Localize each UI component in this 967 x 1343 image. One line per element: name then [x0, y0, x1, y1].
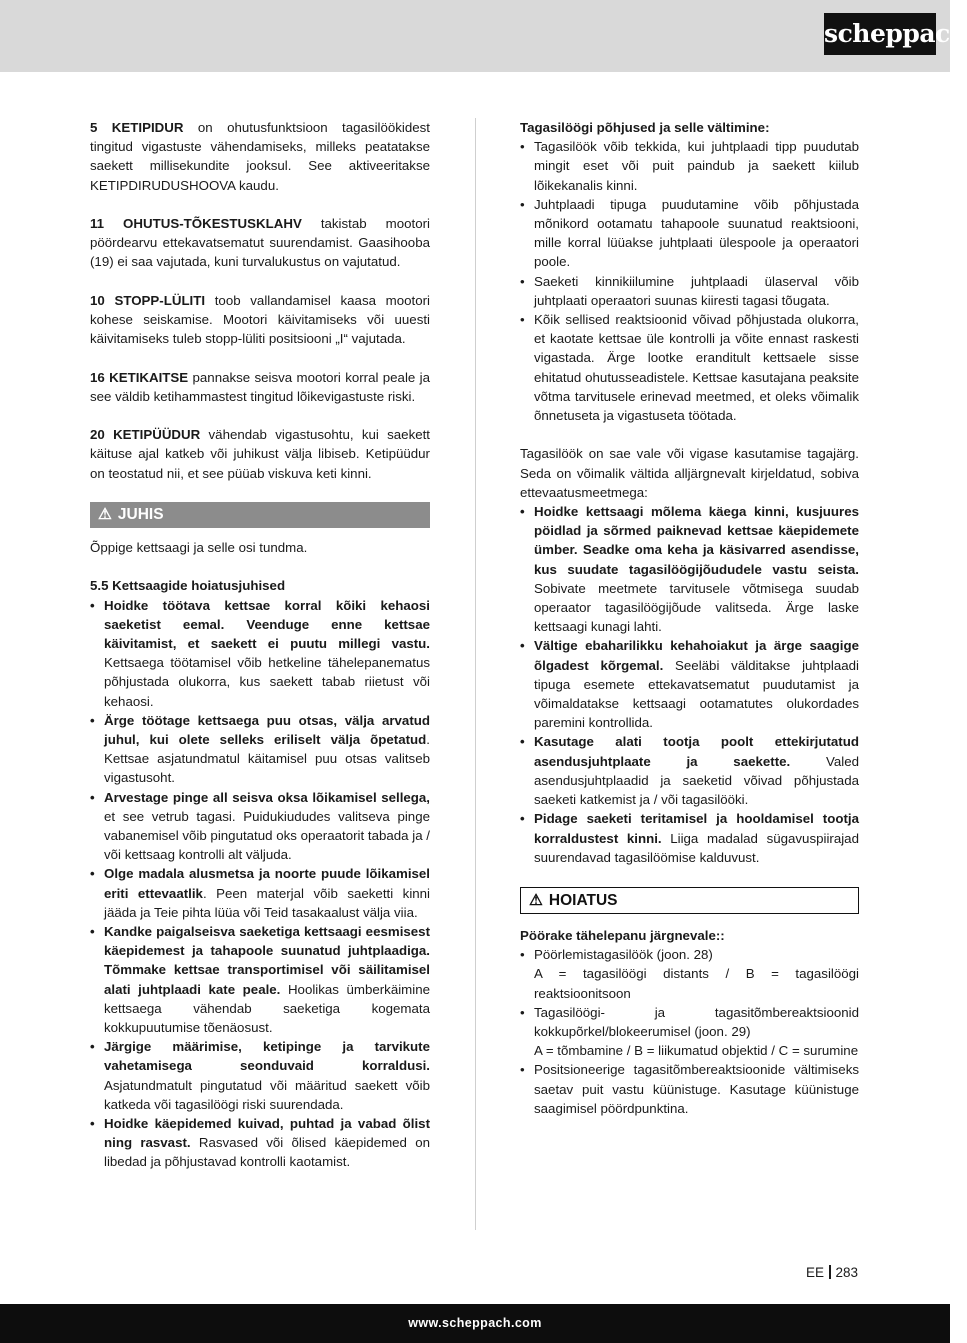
- page-number: EE 283: [806, 1265, 859, 1280]
- list-item: • Positsioneerige tagasitõmbereaktsioonide vältimiseks saetav puit vastu küünistuge. Kasutage küünistuge saagimisel pöördpunktina.: [520, 1060, 859, 1118]
- list-item: • Tagasilöök võib tekkida, kui juhtplaadi tipp puudutab mingit eset või puit paindub ja saekett kiilub lõikekanalis kinni.: [520, 137, 859, 195]
- list-item: • Hoidke töötava kettsae korral kõiki kehaosi saeketist eemal. Veenduge enne kettsae käivitamist, et saekett ei puutu millegi vastu. Kettsaega töötamisel võib hetkeline tähelepanematus põhjustada olukorra, kus saekett tabab riietust või kehaosi.: [90, 596, 430, 711]
- paragraph-chain-brake: 5 KETIPIDUR on ohutusfunktsioon tagasilöökidest tingitud vigastuste vähendamiseks, milleks peatatakse saekett millisekundite jooksul. See aktiveeritakse KETIPDIRUDUSHOOVA kaudu.: [90, 120, 430, 193]
- kickback-causes-title: Tagasilöögi põhjused ja selle vältimine:: [520, 120, 770, 135]
- warning-triangle-icon: ⚠: [529, 891, 543, 909]
- list-item: • Hoidke kettsaagi mõlema käega kinni, kusjuures pöidlad ja sõrmed paiknevad kettsae käepidemete ümber. Seadke oma keha ja käsivarred asendisse, kus suudate tagasilöögijõududele vastu seista. Sobivate meetmete tarvitusele võtmisega suudab operaator tagasilöögijõude valitseda. Ärge laske kettsaagi kunagi lahti.: [520, 502, 859, 636]
- warning-list: [90, 596, 430, 1172]
- header-bar: [0, 0, 967, 72]
- paragraph-safety-lock: 11 OHUTUS-TÕKESTUSKLAHV takistab mootori pöördearvu ettekavatsematut suurendamist. Gaasihooba (19) ei saa vajutada, kuni turvalukustus on vajutatud.: [90, 216, 430, 270]
- attention-list: [520, 945, 859, 1118]
- list-item: • Kõik sellised reaktsioonid võivad põhjustada olukorra, et kaotate kettsae üle kontrolli ja võite ennast raskesti vigastada. Ärge lootke eranditult kettsaele sisse ehitatud ohutusseadistele. Kettsae kasutajana peaksite võtma tarvitusele erinevad meetmed, et oleks võimalik õnnetuseta ja vigastuseta töötada.: [520, 310, 859, 425]
- warning-heading: ⚠ HOIATUS: [520, 887, 859, 914]
- footer-bar: [0, 1304, 950, 1343]
- section-title: 5.5 Kettsaagide hoiatusjuhised: [90, 578, 286, 594]
- list-item: • Tagasilöögi- ja tagasitõmbereaktsioonid kokkupõrkel/blokeerumisel (joon. 29) A = tõmbamine / B = liikumatud objektid / C = surumine: [520, 1003, 859, 1061]
- brand-logo: scheppach: [824, 13, 936, 55]
- paragraph-chain-guard: 16 KETIKAITSE pannakse seisva mootori korral peale ja see väldib ketihammastest tingitud lõikevigastuste riski.: [90, 369, 430, 404]
- column-divider: [475, 118, 476, 1230]
- paragraph-chain-catcher: 20 KETIPÜÜDUR vähendab vigastusohtu, kui saekett käituse ajal katkeb või juhikust välja libiseb. Ketipüüdur on teostatud nii, et see püüab viskuva keti kinni.: [90, 427, 431, 481]
- list-item: • Pöörlemistagasilöök (joon. 28) A = tagasilöögi distants / B = tagasilöögi reaktsioonitsoon: [520, 945, 859, 1003]
- note-heading: ⚠ JUHIS: [90, 502, 430, 528]
- list-item: • Hoidke käepidemed kuivad, puhtad ja vabad õlist ning rasvast. Rasvased või õlised käepidemed on libedad ja põhjustavad kontrolli kaotamist.: [90, 1114, 430, 1172]
- kickback-measures-list: [520, 502, 859, 867]
- list-item: • Kandke paigalseisva saeketiga kettsaagi eesmisest käepidemest ja tahapoole suunatud juhtplaadiga. Tõmmake kettsae transportimisel või säilitamisel alati juhtplaadi kate peale. Hoolikas ümberkäimine kettsaega vähendab saeketiga kogemata kokkupuutumise tõenäosust.: [90, 922, 430, 1037]
- note-text: Õppige kettsaagi ja selle osi tundma.: [90, 539, 308, 555]
- list-item: • Ärge töötage kettsaega puu otsas, välja arvatud juhul, kui olete selleks eriliselt välja õpetatud. Kettsae asjatundmatul käitamisel puu otsas valitseb vigastusoht.: [90, 711, 430, 788]
- warning-triangle-icon: ⚠: [98, 505, 112, 523]
- left-column: [90, 118, 430, 1172]
- kickback-intro: Tagasilöök on sae vale või vigase kasutamise tagajärg. Seda on võimalik vältida alljärgnevalt kirjeldatud, sobiva ettevaatusmeetmega:: [520, 446, 859, 500]
- kickback-causes-list: [520, 137, 859, 425]
- list-item: • Järgige määrimise, ketipinge ja tarvikute vahetamisega seonduvaid korraldusi. Asjatundmatult pingutatud või määritud saekett võib katkeda või tagasilöögi riski suurendada.: [90, 1037, 430, 1114]
- list-item: • Juhtplaadi tipuga puudutamine võib põhjustada mõnikord ootamatu tahapoole suunatud reaktsiooni, mille korral lüüakse juhtplaati ülespoole ja operaatori poole.: [520, 195, 859, 272]
- paragraph-stop-switch: 10 STOPP-LÜLITI toob vallandamisel kaasa mootori kohese seiskamise. Mootori käivitamiseks või uuesti käivitamiseks tuleb stopp-lüliti positsiooni „I“ vajutada.: [90, 292, 430, 347]
- right-column: [520, 118, 859, 1118]
- list-item: • Olge madala alusmetsa ja noorte puude lõikamisel eriti ettevaatlik. Peen materjal võib saeketti kinni jääda ja Teie pihta lüüa või Teid tasakaalust välja viia.: [90, 864, 430, 922]
- attention-title: Pöörake tähelepanu järgnevale::: [520, 927, 725, 943]
- separator: [829, 1265, 831, 1279]
- list-item: • Arvestage pinge all seisva oksa lõikamisel sellega, et see vetrub tagasi. Puidukiududes valitseva pinge vabanemisel võib pingutatud oks operaatorit tabada ja / või kettsaag kontrolli alt väljuda.: [90, 788, 430, 865]
- website-url: www.scheppach.com: [408, 1316, 542, 1330]
- list-item: • Kasutage alati tootja poolt ettekirjutatud asendusjuhtplaate ja saekette. Valed asendusjuhtplaadid ja saeketid võivad põhjustada saeketi katkemist ja / või tagasilööki.: [520, 732, 859, 809]
- list-item: • Saeketi kinnikiilumine juhtplaadi ülaserval võib juhtplaati operaatori suunas kiiresti tagasi tõugata.: [520, 272, 859, 310]
- list-item: • Vältige ebaharilikku kehahoiakut ja ärge saagige õlgadest kõrgemal. Seeläbi välditakse juhtplaadi tipuga esemete ettekavatsematut puudutamist ja võimaldatakse kettsaagi ootamatutes olukordades paremini kontrollida.: [520, 636, 859, 732]
- list-item: • Pidage saeketi teritamisel ja hooldamisel tootja korraldustest kinni. Liiga madalad sügavuspiirajad suurendavad tagasilöömise kalduvust.: [520, 809, 859, 867]
